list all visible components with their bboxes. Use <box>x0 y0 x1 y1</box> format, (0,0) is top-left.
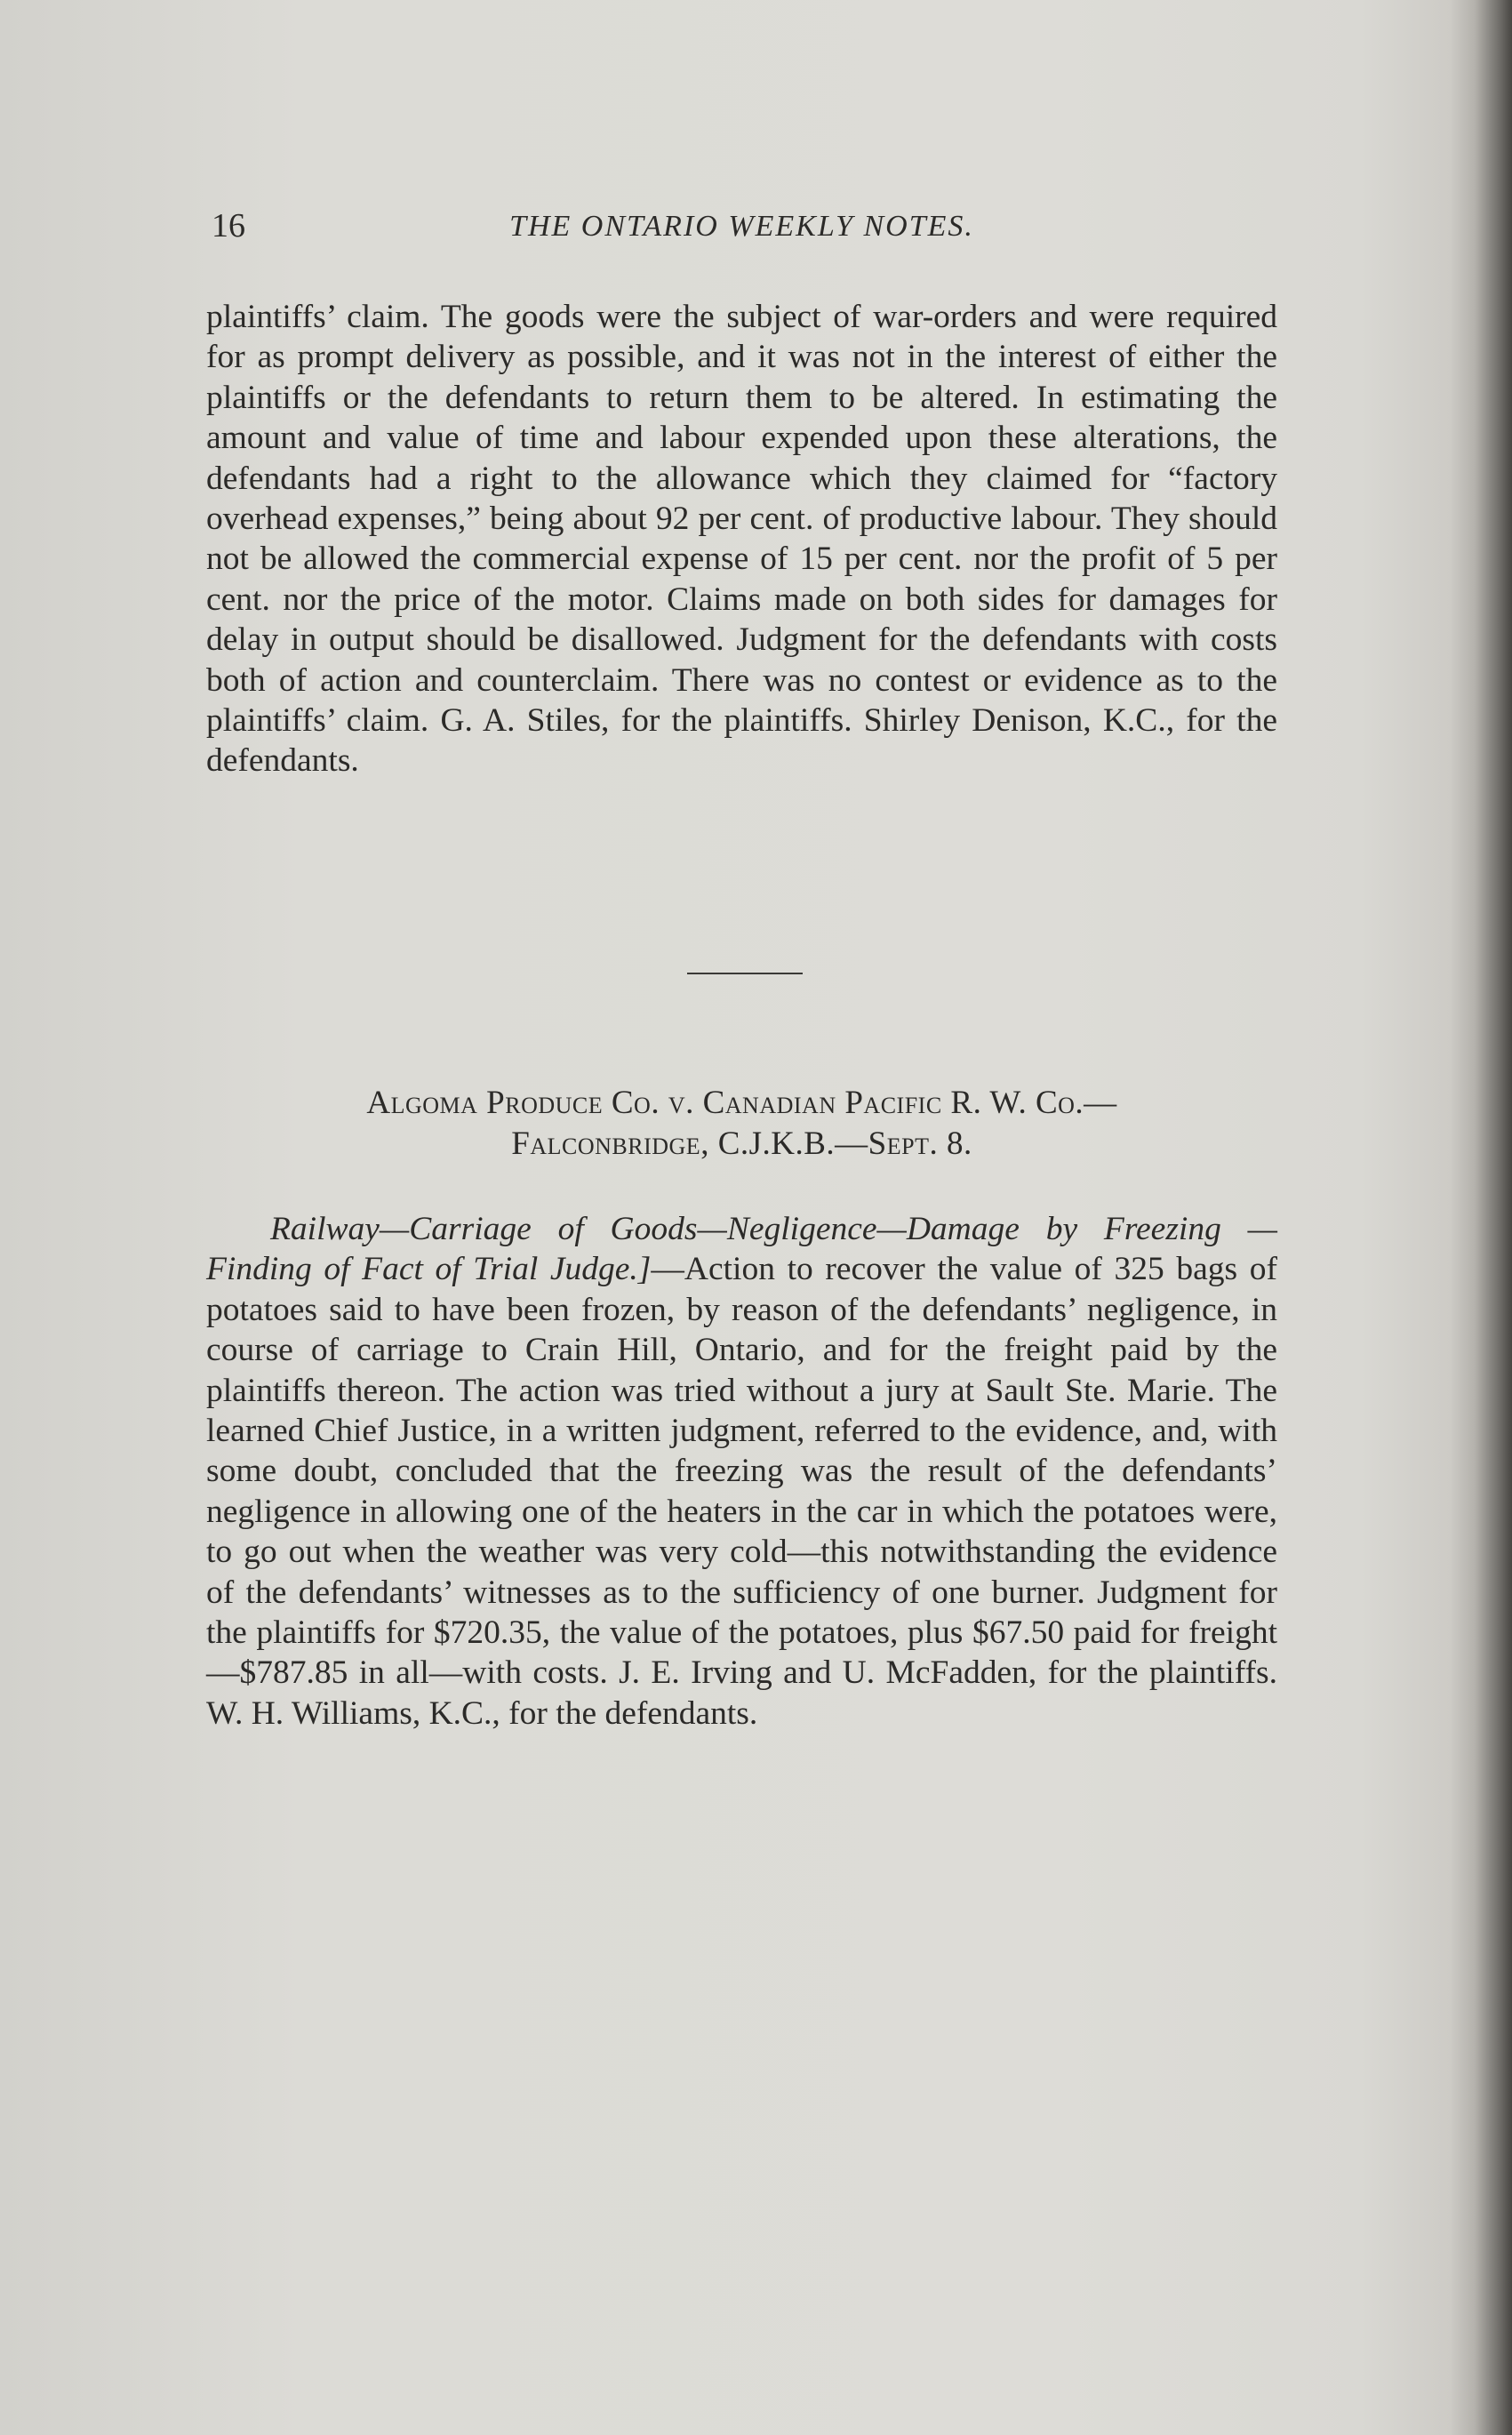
case-headnote: Railway—Carriage of Goods—Negligence—Damage by Freezing —Finding of Fact of Trial Judge.] <box>206 1211 1277 1288</box>
journal-title: THE ONTARIO WEEKLY NOTES. <box>509 210 974 243</box>
running-head <box>206 206 1277 251</box>
case-title <box>206 1083 1277 1165</box>
continuation-paragraph: plaintiffs’ claim. The goods were the subject of war-orders and were required for as prompt delivery as possible, and it was not in the interest of either the plaintiffs or the defendants to return them to be altered. In estimating the amount and value of time and labour expended upon these alterations, the defendants had a right to the allowance which they claimed for “factory overhead expenses,” being about 92 per cent. of productive labour. They should not be allowed the commercial expense of 15 per cent. nor the profit of 5 per cent. nor the price of the motor. Claims made on both sides for damages for delay in output should be disallowed. Judgment for the defendants with costs both of action and counterclaim. There was no contest or evidence as to the plaintiffs’ claim. G. A. Stiles, for the plaintiffs. Shirley Denison, K.C., for the defendants. <box>206 299 1277 780</box>
case-report <box>206 1209 1277 1734</box>
page-gutter-shadow <box>1450 0 1512 2435</box>
case-title-judge-date: Falconbridge, C.J.K.B.—Sept. 8. <box>511 1125 972 1162</box>
case-body-text: —Action to recover the value of 325 bags of potatoes said to have been frozen, by reason of the defendants’ negligence, in course of carriage to Crain Hill, Ontario, and for the freight paid by the plaintiffs thereon. The action was tried without a jury at Sault Ste. Marie. The learned Chief Justice, in a written judgment, referred to the evidence, and, with some doubt, concluded that the freezing was the result of the defendants’ negligence in allowing one of the heaters in the car in which the potatoes were, to go out when the weather was very cold—this notwithstanding the evidence of the defendants’ witnesses as to the sufficiency of one burner. Judgment for the plaintiffs for $720.35, the value of the potatoes, plus $67.50 paid for freight—$787.85 in all—with costs. J. E. Irving and U. McFadden, for the plaintiffs. W. H. Williams, K.C., for the defendants. <box>206 1251 1277 1732</box>
case-title-parties: Algoma Produce Co. v. Canadian Pacific R. W. Co.— <box>366 1085 1117 1121</box>
page-number: 16 <box>212 207 245 244</box>
continuation-paragraph-block <box>206 297 1277 781</box>
case-report-paragraph <box>206 1209 1277 1734</box>
section-separator-rule <box>687 973 803 974</box>
